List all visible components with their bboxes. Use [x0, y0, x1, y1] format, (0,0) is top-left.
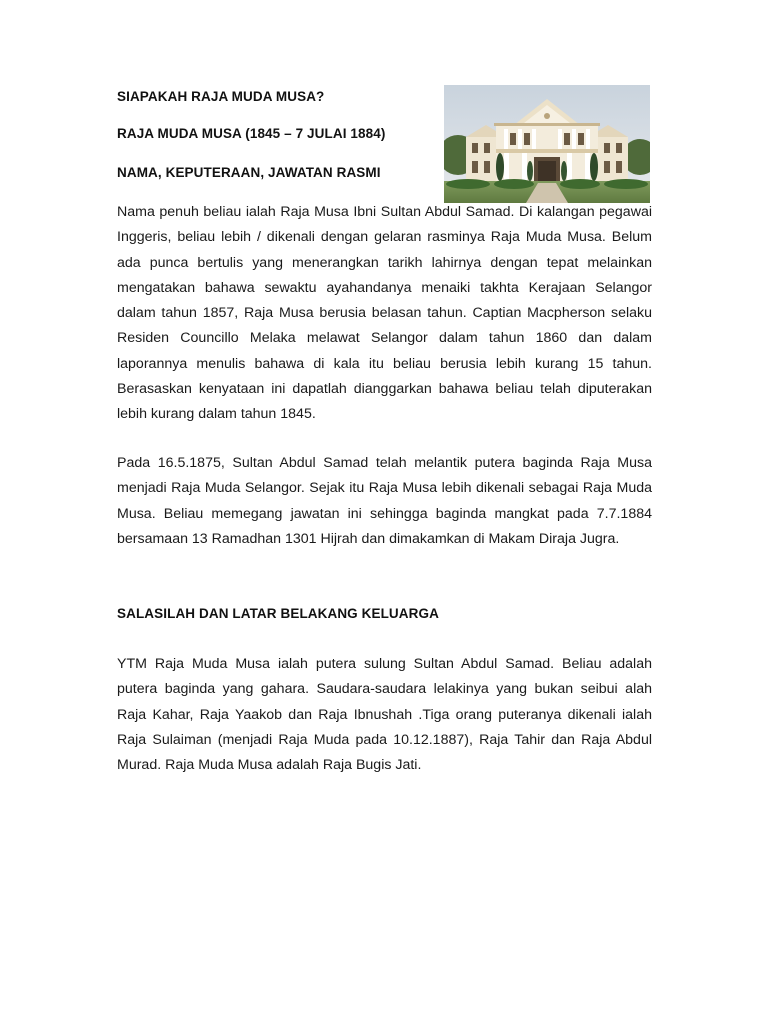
paragraph-lineage: YTM Raja Muda Musa ialah putera sulung Sultan Abdul Samad. Beliau adalah putera baginda yang gahara. Saudara-saudara lelakinya yang bukan seibui alah Raja Kahar, Raja Yaakob dan Raja Ibnushah .Tiga orang puteranya dikenali ialah Raja Sulaiman (menjadi Raja Muda pada 10.12.1887), Raja Tahir dan Raja Abdul Murad. Raja Muda Musa adalah Raja Bugis Jati. — [117, 656, 652, 774]
paragraph-name-birth: Nama penuh beliau ialah Raja Musa Ibni Sultan Abdul Samad. Di kalangan pegawai Inggeris, beliau lebih / dikenali dengan gelaran rasminya Raja Muda Musa. Belum ada punca bertulis yang menerangkan tarikh lahirnya dengan tepat melainkan mengatakan bahawa sewaktu ayahandanya menaiki takhta Kerajaan Selangor dalam tahun 1857, Raja Musa berusia belasan tahun. Captian Macpherson selaku Residen Councillo Melaka melawat Selangor dalam tahun 1860 dan dalam laporannya menulis bahawa di kala itu beliau berusia lebih kurang 15 tahun. Berasaskan kenyataan ini dapatlah dianggarkan bahawa beliau telah diputerakan lebih kurang dalam tahun 1845. — [117, 204, 652, 423]
heading-name-dates: RAJA MUDA MUSA (1845 – 7 JULAI 1884) — [117, 126, 386, 141]
section-heading-lineage-family: SALASILAH DAN LATAR BELAKANG KELUARGA — [117, 606, 439, 621]
paragraph-appointment: Pada 16.5.1875, Sultan Abdul Samad telah melantik putera baginda Raja Musa menjadi Raja Muda Selangor. Sejak itu Raja Musa lebih dikenali sebagai Raja Muda Musa. Beliau memegang jawatan ini sehingga baginda mangkat pada 7.7.1884 bersamaan 13 Ramadhan 1301 Hijrah dan dimakamkan di Makam Diraja Jugra. — [117, 455, 652, 547]
section-heading-name-birth-office: NAMA, KEPUTERAAN, JAWATAN RASMI — [117, 165, 381, 180]
document-title-question: SIAPAKAH RAJA MUDA MUSA? — [117, 89, 325, 104]
palace-building-photo — [444, 85, 650, 203]
